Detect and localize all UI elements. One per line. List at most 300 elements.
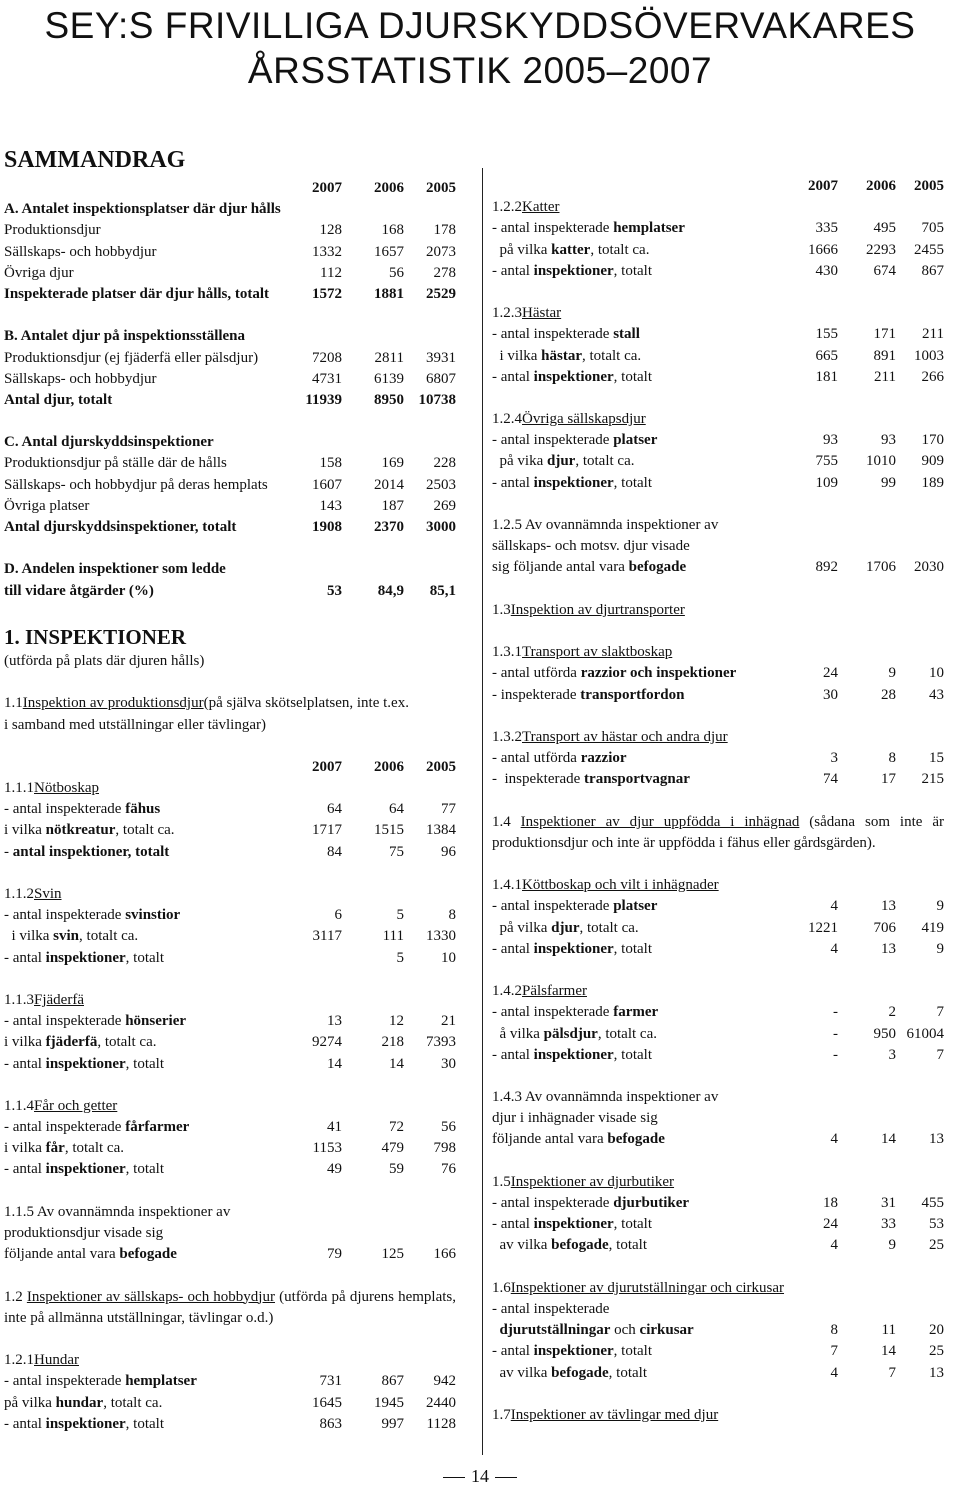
row-value: 1153 xyxy=(312,1140,342,1157)
row-value: 6139 xyxy=(374,370,404,387)
row-label: - antal inspektioner, totalt xyxy=(492,474,652,491)
row-value: 18 xyxy=(823,1195,838,1212)
row-value: 10 xyxy=(929,665,944,682)
row-value: 13 xyxy=(929,1364,944,1381)
table-row xyxy=(492,1214,944,1235)
row-label: - antal utförda razzior och inspektioner xyxy=(492,665,737,682)
section-1-1-heading: 1.1 Inspektion av produktionsdjur (på själva skötselplatsen, inte t.ex. xyxy=(4,695,409,712)
row-value: 28 xyxy=(881,686,896,703)
row-value: 1908 xyxy=(312,519,342,535)
section-1-3-heading: 1.3 Inspektion av djurtransporter xyxy=(492,601,685,618)
table-row xyxy=(492,1193,944,1214)
row-value: 21 xyxy=(441,1013,456,1030)
row-label: i vilka svin, totalt ca. xyxy=(4,928,139,945)
row-value: 278 xyxy=(433,264,456,281)
table-row xyxy=(492,261,944,282)
row-value: 33 xyxy=(881,1216,896,1233)
row-label: på vilka katter, totalt ca. xyxy=(492,241,650,258)
table-row xyxy=(4,842,456,863)
row-value: 75 xyxy=(389,843,404,860)
row-value: 1128 xyxy=(426,1415,456,1432)
row-label: - antal inspekterade fårfarmer xyxy=(4,1119,190,1136)
row-value: 53 xyxy=(929,1216,944,1233)
row-value: 211 xyxy=(922,326,944,343)
row-value: 9 xyxy=(936,898,944,915)
row-value: 128 xyxy=(319,222,342,239)
row-value: 7 xyxy=(936,1004,944,1021)
katter-table xyxy=(492,218,944,282)
row-value: 30 xyxy=(441,1055,456,1072)
row-value: 187 xyxy=(381,497,404,514)
section-1-1-line2: i samband med utställningar eller tävlingar) xyxy=(4,716,267,733)
row-value: 168 xyxy=(381,222,404,239)
table-row xyxy=(4,475,456,496)
section-1-1-4-heading: 1.1.4 Får och getter xyxy=(4,1097,118,1114)
row-label: - antal inspektioner, totalt xyxy=(4,843,170,860)
section-1-1-3-heading: 1.1.3 Fjäderfä xyxy=(4,991,84,1008)
row-value: 109 xyxy=(815,474,838,491)
column-divider xyxy=(482,168,483,1455)
section-1-2-3-heading: 1.2.3 Hästar xyxy=(492,305,562,322)
section-1-5-heading: 1.5 Inspektioner av djurbutiker xyxy=(492,1173,675,1190)
section-1-4-3-line1: 1.4.3 Av ovannämnda inspektioner av xyxy=(492,1089,719,1106)
title-line-2: ÅRSSTATISTIK 2005–2007 xyxy=(247,50,713,91)
section-1-4-3-line2: djur i inhägnader visade sig xyxy=(492,1110,658,1127)
row-value: 24 xyxy=(823,1216,838,1233)
table-row xyxy=(4,348,456,369)
row-label: - antal inspektioner, totalt xyxy=(492,1343,652,1360)
row-value: 1221 xyxy=(808,919,838,936)
row-label: - antal inspekterade platser xyxy=(492,898,658,915)
row-value: 84 xyxy=(327,843,342,860)
row-value: 13 xyxy=(327,1013,342,1030)
table-row xyxy=(4,948,456,969)
table-row xyxy=(492,663,944,684)
year-header: 2007 2006 2005 xyxy=(312,180,456,196)
row-value: 3117 xyxy=(312,928,342,945)
row-value: 269 xyxy=(433,497,456,514)
table-row xyxy=(4,1032,456,1053)
row-label: - antal inspekterade svinstior xyxy=(4,907,181,924)
section-1-2-5-line2: sällskaps- och motsv. djur visade xyxy=(492,538,690,555)
table-row xyxy=(4,820,456,841)
table-row xyxy=(492,430,944,451)
row-value: 74 xyxy=(823,771,838,788)
row-value: 72 xyxy=(389,1119,404,1136)
section-1-2-5-row: sig följande antal vara befogade 892 1706 2030 xyxy=(492,559,944,576)
table-row xyxy=(492,1024,944,1045)
row-label: - antal inspekterade fähus xyxy=(4,801,161,818)
row-value: 2073 xyxy=(426,243,456,260)
row-value: 4731 xyxy=(312,370,342,387)
section-d-row: till vidare åtgärder (%) 53 84,9 85,1 xyxy=(4,582,456,599)
section-a-table xyxy=(4,220,456,305)
row-value: 997 xyxy=(381,1415,404,1432)
row-value: 20 xyxy=(929,1322,944,1339)
section-1-4-3-row: följande antal vara befogade 4 14 13 xyxy=(492,1131,944,1148)
table-row xyxy=(4,1159,456,1180)
row-label: - antal inspekterade hemplatser xyxy=(492,220,685,237)
row-value: 41 xyxy=(327,1119,342,1136)
row-value: 3 xyxy=(830,750,838,767)
table-row xyxy=(4,242,456,263)
table-row xyxy=(4,1393,456,1414)
table-row xyxy=(492,451,944,472)
row-value: 9 xyxy=(888,665,896,682)
row-value: 266 xyxy=(921,368,944,385)
row-value: 798 xyxy=(433,1140,456,1157)
row-value: 56 xyxy=(441,1119,456,1136)
row-value: 7 xyxy=(936,1046,944,1063)
row-value: 8 xyxy=(830,1322,838,1339)
row-value: 7 xyxy=(830,1343,838,1360)
table-row xyxy=(4,453,456,474)
row-label: Sällskaps- och hobbydjur xyxy=(4,243,157,260)
pälsfarmer-table xyxy=(492,1002,944,1066)
row-value: 674 xyxy=(873,262,896,279)
row-value: 2014 xyxy=(374,476,404,493)
row-value: 2455 xyxy=(914,241,944,258)
row-value: 7393 xyxy=(426,1034,456,1051)
section-1-3-1-heading: 1.3.1 Transport av slaktboskap xyxy=(492,644,673,661)
row-value: 705 xyxy=(921,220,944,237)
hästar-table xyxy=(492,324,944,388)
table-row xyxy=(492,685,944,706)
table-row xyxy=(492,896,944,917)
table-row xyxy=(492,748,944,769)
table-row xyxy=(492,346,944,367)
section-1-4-2-heading: 1.4.2 Pälsfarmer xyxy=(492,983,587,1000)
section-1-6-heading: 1.6 Inspektioner av djurutställningar och cirkusar xyxy=(492,1279,785,1296)
row-value: 8 xyxy=(448,907,456,924)
row-value: 155 xyxy=(815,326,838,343)
row-value: 178 xyxy=(433,222,456,239)
row-value: 1607 xyxy=(312,476,342,493)
table-row xyxy=(492,939,944,960)
row-value: 169 xyxy=(381,455,404,472)
section-c-table xyxy=(4,453,456,538)
table-row xyxy=(492,1045,944,1066)
row-value: 3000 xyxy=(426,519,456,535)
row-value: 8950 xyxy=(374,391,404,408)
table-row xyxy=(492,1363,944,1384)
row-label: Produktionsdjur på ställe där de hålls xyxy=(4,455,227,472)
section-b-title: B. Antalet djur på inspektionsställena xyxy=(4,328,246,345)
table-row xyxy=(4,905,456,926)
row-value: 49 xyxy=(327,1161,342,1178)
row-value: 9 xyxy=(936,940,944,957)
table-row xyxy=(4,369,456,390)
övriga-sällskapsdjur-table xyxy=(492,430,944,494)
row-label: - inspekterade transportfordon xyxy=(492,686,685,703)
table-row xyxy=(492,1341,944,1362)
köttboskap-table xyxy=(492,896,944,960)
row-value: 99 xyxy=(881,474,896,491)
row-label: Produktionsdjur (ej fjäderfä eller pälsdjur) xyxy=(4,349,259,366)
row-value: 12 xyxy=(389,1013,404,1030)
row-label: - antal inspekterade farmer xyxy=(492,1004,659,1021)
row-label: Antal djur, totalt xyxy=(4,391,113,408)
page-footer xyxy=(0,1466,960,1487)
section-1-4-1-heading: 1.4.1 Köttboskap och vilt i inhägnader xyxy=(492,877,719,894)
row-value: 171 xyxy=(873,326,896,343)
row-label: - inspekterade transportvagnar xyxy=(492,771,690,788)
row-value: 218 xyxy=(381,1034,404,1051)
table-row xyxy=(492,918,944,939)
row-value: 1330 xyxy=(426,928,456,945)
row-value: 1003 xyxy=(914,347,944,364)
row-value: 6807 xyxy=(426,370,456,387)
row-value: 942 xyxy=(433,1373,456,1390)
row-label: - antal inspektioner, totalt xyxy=(492,1046,652,1063)
row-value: 189 xyxy=(921,474,944,491)
row-value: 211 xyxy=(874,368,896,385)
page-number: 14 xyxy=(471,1466,489,1486)
row-value: 2 xyxy=(888,1004,896,1021)
table-row xyxy=(4,799,456,820)
row-value: 24 xyxy=(823,665,838,682)
row-label: i vilka får, totalt ca. xyxy=(4,1140,124,1157)
section-1-2-heading: 1.2 Inspektioner av sällskaps- och hobbydjur (utförda på djurens hemplats, inte på allmänna utställningar, tävlingar o.d.) xyxy=(4,1288,457,1326)
row-value: 1945 xyxy=(374,1394,404,1411)
row-value: 455 xyxy=(921,1195,944,1212)
row-value: 2529 xyxy=(426,285,456,302)
row-value: 9 xyxy=(888,1237,896,1254)
table-row xyxy=(4,390,456,411)
row-value: - xyxy=(833,1046,838,1063)
row-value: 1657 xyxy=(374,243,404,260)
table-row xyxy=(4,496,456,517)
row-value: 863 xyxy=(319,1415,342,1432)
row-value: 14 xyxy=(389,1055,404,1072)
right-column xyxy=(492,176,944,1426)
right-year-header: 2007 2006 2005 xyxy=(808,178,944,194)
row-value: 181 xyxy=(815,368,838,385)
row-label: Produktionsdjur xyxy=(4,222,101,239)
row-value: 1332 xyxy=(312,243,342,260)
row-value: 77 xyxy=(441,801,456,818)
row-label: - antal inspekterade hönserier xyxy=(4,1013,187,1030)
row-label: - antal inspektioner, totalt xyxy=(4,1055,164,1072)
djurbutiker-table xyxy=(492,1193,944,1257)
row-value: 2503 xyxy=(426,476,456,493)
table-row xyxy=(492,324,944,345)
row-value: 4 xyxy=(830,898,838,915)
table-row xyxy=(492,240,944,261)
year-header-2: 2007 2006 2005 xyxy=(312,758,456,775)
row-value: 2811 xyxy=(374,349,404,366)
row-value: 43 xyxy=(929,686,944,703)
row-value xyxy=(280,948,342,969)
row-value: 10 xyxy=(441,949,456,966)
section-c-title: C. Antal djurskyddsinspektioner xyxy=(4,434,214,451)
row-value: 950 xyxy=(873,1025,896,1042)
row-label: Inspekterade platser där djur hålls, totalt xyxy=(4,285,270,302)
row-label: Övriga djur xyxy=(4,264,74,281)
slaktboskap-table xyxy=(492,663,944,705)
fjäderfä-table xyxy=(4,1011,456,1075)
row-label: - antal inspektioner, totalt xyxy=(492,368,652,385)
table-row xyxy=(4,1371,456,1392)
section-a-title: A. Antalet inspektionsplatser där djur hålls xyxy=(4,201,281,218)
row-value: 25 xyxy=(929,1237,944,1254)
row-value: 215 xyxy=(921,771,944,788)
inspektioner-heading: 1. INSPEKTIONER xyxy=(4,624,187,649)
table-row xyxy=(492,1002,944,1023)
section-1-2-1-heading: 1.2.1 Hundar xyxy=(4,1352,79,1369)
row-value: 13 xyxy=(881,898,896,915)
row-value: 14 xyxy=(881,1343,896,1360)
row-value: 1010 xyxy=(866,453,896,470)
row-label: - antal utförda razzior xyxy=(492,750,627,767)
table-row xyxy=(4,284,456,305)
row-value: 64 xyxy=(389,801,404,818)
table-row xyxy=(4,220,456,241)
row-label: - antal inspektioner, totalt xyxy=(492,262,652,279)
row-value: 93 xyxy=(881,432,896,449)
svin-table xyxy=(4,905,456,969)
title-line-1: SEY:S FRIVILLIGA DJURSKYDDSÖVERVAKARES xyxy=(44,5,916,46)
row-value: 1645 xyxy=(312,1394,342,1411)
row-value: 3 xyxy=(888,1046,896,1063)
table-row xyxy=(4,263,456,284)
section-1-2-4-heading: 1.2.4 Övriga sällskapsdjur xyxy=(492,411,646,428)
section-1-4-heading: 1.4 Inspektioner av djur uppfödda i inhägnad (sådana som inte är produktionsdjur och inte är uppfödda i fähus eller gårdsgärden). xyxy=(492,813,944,851)
nötboskap-table xyxy=(4,799,456,863)
table-row xyxy=(4,1414,456,1435)
row-label: i vilka hästar, totalt ca. xyxy=(492,347,642,364)
row-label: Övriga platser xyxy=(4,497,90,514)
row-value: 706 xyxy=(873,919,896,936)
row-label: av vilka befogade, totalt xyxy=(492,1237,647,1254)
row-value: 7 xyxy=(888,1364,896,1381)
row-value: 479 xyxy=(381,1140,404,1157)
table-row xyxy=(4,1011,456,1032)
row-value: 1515 xyxy=(374,822,404,839)
row-value: 7208 xyxy=(312,349,342,366)
row-label: på vika djur, totalt ca. xyxy=(492,453,635,470)
row-value: 1572 xyxy=(312,285,342,302)
row-value: 1384 xyxy=(426,822,456,839)
row-value: - xyxy=(833,1025,838,1042)
row-value: 158 xyxy=(319,455,342,472)
table-row xyxy=(492,769,944,790)
utställningar-table xyxy=(492,1320,944,1384)
hundar-table xyxy=(4,1371,456,1435)
inspektioner-subheading: (utförda på plats där djuren hålls) xyxy=(4,652,205,669)
row-value: - xyxy=(833,1004,838,1021)
row-value: 891 xyxy=(873,347,896,364)
row-label: - antal inspektioner, totalt xyxy=(492,1216,652,1233)
row-value: 111 xyxy=(382,928,404,945)
section-1-1-5-row: följande antal vara befogade 79 125 166 xyxy=(4,1246,456,1263)
row-value: 495 xyxy=(873,220,896,237)
section-1-1-1-heading: 1.1.1 Nötboskap xyxy=(4,780,99,797)
summary-heading: SAMMANDRAG xyxy=(4,147,186,173)
row-value: 755 xyxy=(815,453,838,470)
row-value: 1717 xyxy=(312,822,342,839)
section-1-3-2-heading: 1.3.2 Transport av hästar och andra djur xyxy=(492,728,728,745)
table-row xyxy=(4,517,456,538)
table-row xyxy=(4,1054,456,1075)
row-value: 31 xyxy=(881,1195,896,1212)
row-value: 13 xyxy=(881,940,896,957)
row-value: 64 xyxy=(327,801,342,818)
section-1-1-2-heading: 1.1.2 Svin xyxy=(4,886,62,902)
row-value: 10738 xyxy=(418,391,456,408)
row-value: 59 xyxy=(389,1161,404,1178)
row-value: 1881 xyxy=(374,285,404,302)
row-label: - antal inspektioner, totalt xyxy=(4,1415,164,1432)
row-value: 228 xyxy=(433,455,456,472)
row-value: 3931 xyxy=(426,349,456,366)
row-label: djurutställningar och cirkusar xyxy=(499,1322,694,1339)
left-column xyxy=(4,148,456,1435)
table-row xyxy=(4,926,456,947)
row-value: 6 xyxy=(334,907,342,924)
row-value: 15 xyxy=(929,750,944,767)
row-value: 96 xyxy=(441,843,456,860)
section-1-6-pre: - antal inspekterade xyxy=(492,1300,610,1317)
row-value: 11939 xyxy=(305,391,342,408)
row-value: 14 xyxy=(327,1055,342,1072)
row-label: - antal inspekterade djurbutiker xyxy=(492,1195,690,1212)
row-value: 665 xyxy=(815,347,838,364)
row-value: 4 xyxy=(830,1364,838,1381)
page-title xyxy=(0,3,960,93)
row-value: 867 xyxy=(921,262,944,279)
section-1-1-5-line1: 1.1.5 Av ovannämnda inspektioner av xyxy=(4,1203,231,1220)
row-label: Sällskaps- och hobbydjur xyxy=(4,370,157,387)
row-value: 4 xyxy=(830,1237,838,1254)
row-label: å vilka pälsdjur, totalt ca. xyxy=(492,1025,657,1042)
row-label: i vilka fjäderfä, totalt ca. xyxy=(4,1034,157,1051)
row-value: 731 xyxy=(319,1373,342,1390)
hästtransport-table xyxy=(492,748,944,790)
row-label: - antal inspekterade stall xyxy=(492,326,640,343)
row-value: 867 xyxy=(381,1373,404,1390)
section-1-2-2-heading: 1.2.2 Katter xyxy=(492,199,560,216)
row-label: på vilka djur, totalt ca. xyxy=(492,919,639,936)
row-label: - antal inspekterade platser xyxy=(492,432,658,449)
row-label: på vilka hundar, totalt ca. xyxy=(4,1394,163,1411)
row-value: 2293 xyxy=(866,241,896,258)
row-value: 143 xyxy=(319,497,342,514)
row-label: i vilka nötkreatur, totalt ca. xyxy=(4,822,175,839)
row-value: 2440 xyxy=(426,1394,456,1411)
row-value: 5 xyxy=(396,949,404,966)
row-value: 112 xyxy=(320,264,342,281)
row-label: - antal inspektioner, totalt xyxy=(4,949,164,966)
row-value: 4 xyxy=(830,940,838,957)
section-b-table xyxy=(4,348,456,412)
row-value: 76 xyxy=(441,1161,456,1178)
row-label: - antal inspektioner, totalt xyxy=(492,940,652,957)
row-label: - antal inspektioner, totalt xyxy=(4,1161,164,1178)
row-value: 909 xyxy=(921,453,944,470)
row-label: Antal djurskyddsinspektioner, totalt xyxy=(4,519,237,535)
row-value: 5 xyxy=(396,907,404,924)
row-label: Sällskaps- och hobbydjur på deras hemplats xyxy=(4,476,268,493)
table-row xyxy=(4,1138,456,1159)
row-value: 61004 xyxy=(906,1025,944,1042)
row-value: 8 xyxy=(888,750,896,767)
table-row xyxy=(492,367,944,388)
row-label: - antal inspekterade hemplatser xyxy=(4,1373,197,1390)
row-value: 30 xyxy=(823,686,838,703)
row-value: 56 xyxy=(389,264,404,281)
row-value: 17 xyxy=(881,771,896,788)
